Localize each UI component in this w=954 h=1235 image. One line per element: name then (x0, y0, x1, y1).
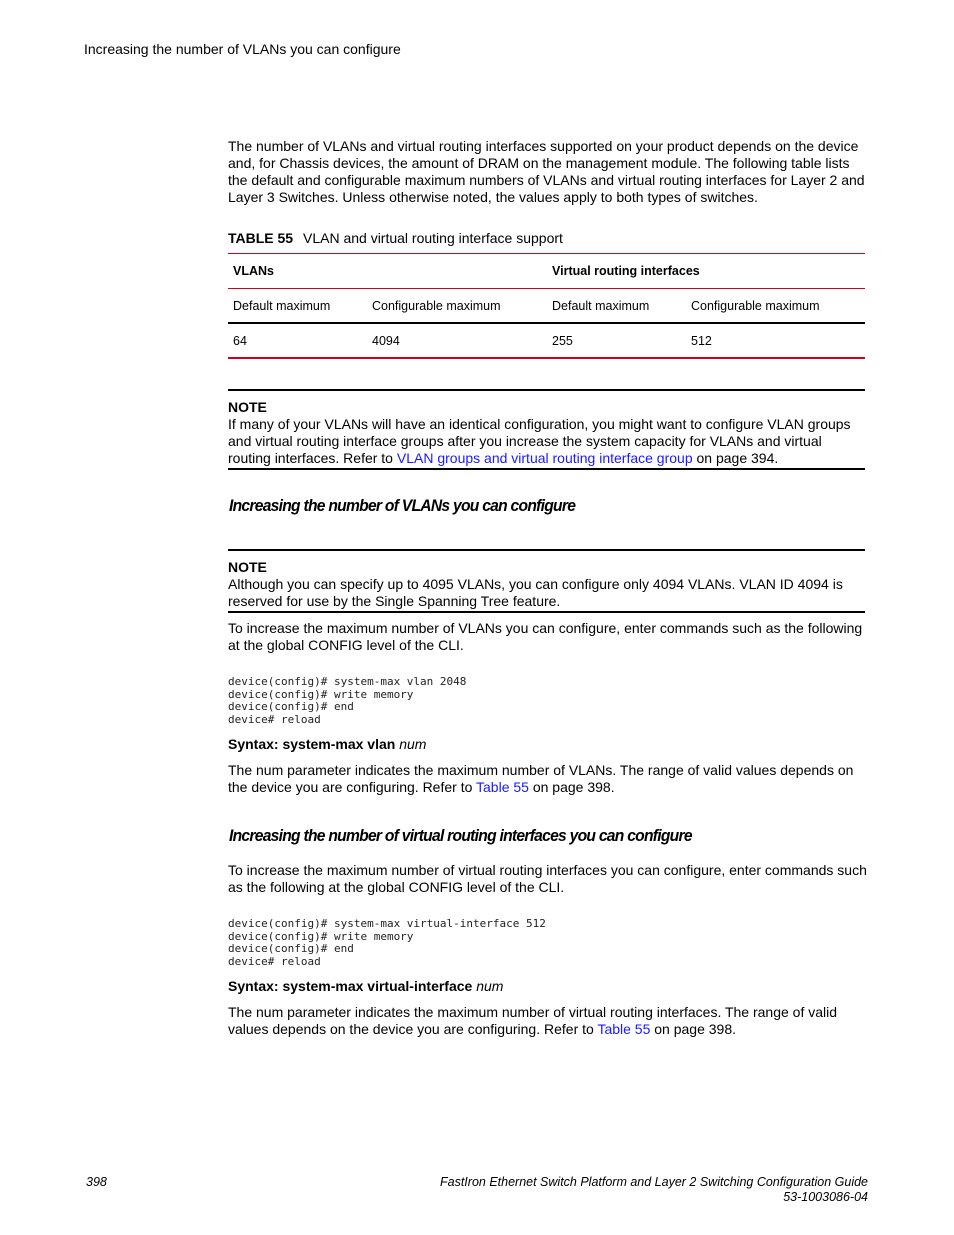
syntax-line: Syntax: system-max virtual-interface num (228, 978, 504, 994)
code-block: device(config)# system-max vlan 2048 device(config)# write memory device(config)# end device# reload (228, 675, 467, 726)
table-group-header-row (228, 254, 865, 289)
footer-doc-id: 53-1003086-04 (783, 1190, 868, 1204)
footer-doc-title: FastIron Ethernet Switch Platform and Layer 2 Switching Configuration Guide (440, 1175, 868, 1189)
note-title: NOTE (228, 559, 267, 575)
table-title: VLAN and virtual routing interface support (302, 230, 563, 246)
vlan-support-table (228, 253, 865, 359)
intro-paragraph: The number of VLANs and virtual routing interfaces supported on your product depends on the device and, for Chassis devices, the amount of DRAM on the management module. The following table lists the default and configurable maximum numbers of VLANs and virtual routing interfaces for Layer 2 and Layer 3 Switches. Unless otherwise noted, the values apply to both types of switches. (228, 138, 865, 205)
table-cell: 4094 (367, 323, 547, 358)
code-block: device(config)# system-max virtual-interface 512 device(config)# write memory device(config)# end device# reload (228, 917, 546, 968)
note-box (228, 549, 865, 613)
paragraph: The num parameter indicates the maximum number of virtual routing interfaces. The range of valid values depends on the device you are configuring. Refer to Table 55 on page 398. (228, 1004, 838, 1037)
table-subheader: Default maximum (547, 289, 686, 324)
paragraph: To increase the maximum number of VLANs you can configure, enter commands such as the following at the global CONFIG level of the CLI. (228, 620, 863, 653)
table-subheader: Default maximum (228, 289, 367, 324)
vlan-groups-link[interactable]: VLAN groups and virtual routing interface group (396, 450, 693, 466)
table-cell: 512 (686, 323, 865, 358)
running-header: Increasing the number of VLANs you can configure (84, 41, 401, 57)
note-text: If many of your VLANs will have an identical configuration, you might want to configure VLAN groups and virtual routing interface groups after you increase the system capacity for VLANs and virtual routing interfaces. Refer to VLAN groups and virtual routing interface group on page 394. (228, 416, 851, 466)
section-heading: Increasing the number of VLANs you can configure (229, 496, 576, 515)
table-row (228, 323, 865, 358)
page-number: 398 (86, 1175, 107, 1189)
footer-doc-info (440, 1175, 868, 1205)
table-caption (228, 230, 563, 246)
table-label: TABLE 55 (228, 230, 294, 246)
paragraph: The num parameter indicates the maximum number of VLANs. The range of valid values depends on the device you are configuring. Refer to Table 55 on page 398. (228, 762, 854, 795)
note-text: Although you can specify up to 4095 VLANs, you can configure only 4094 VLANs. VLAN ID 4094 is reserved for use by the Single Spanning Tree feature. (228, 576, 843, 609)
note-title: NOTE (228, 399, 267, 415)
table-group-virtual-routing: Virtual routing interfaces (547, 254, 865, 289)
table-subheader-row (228, 289, 865, 324)
table-cell: 64 (228, 323, 367, 358)
table-55-link[interactable]: Table 55 (597, 1021, 651, 1037)
syntax-line: Syntax: system-max vlan num (228, 736, 427, 752)
table-group-vlans: VLANs (228, 254, 547, 289)
table-subheader: Configurable maximum (367, 289, 547, 324)
note-box (228, 389, 865, 470)
paragraph: To increase the maximum number of virtual routing interfaces you can configure, enter commands such as the following at the global CONFIG level of the CLI. (228, 862, 867, 895)
table-cell: 255 (547, 323, 686, 358)
table-subheader: Configurable maximum (686, 289, 865, 324)
section-heading: Increasing the number of virtual routing interfaces you can configure (229, 826, 692, 845)
table-55-link[interactable]: Table 55 (476, 779, 529, 795)
